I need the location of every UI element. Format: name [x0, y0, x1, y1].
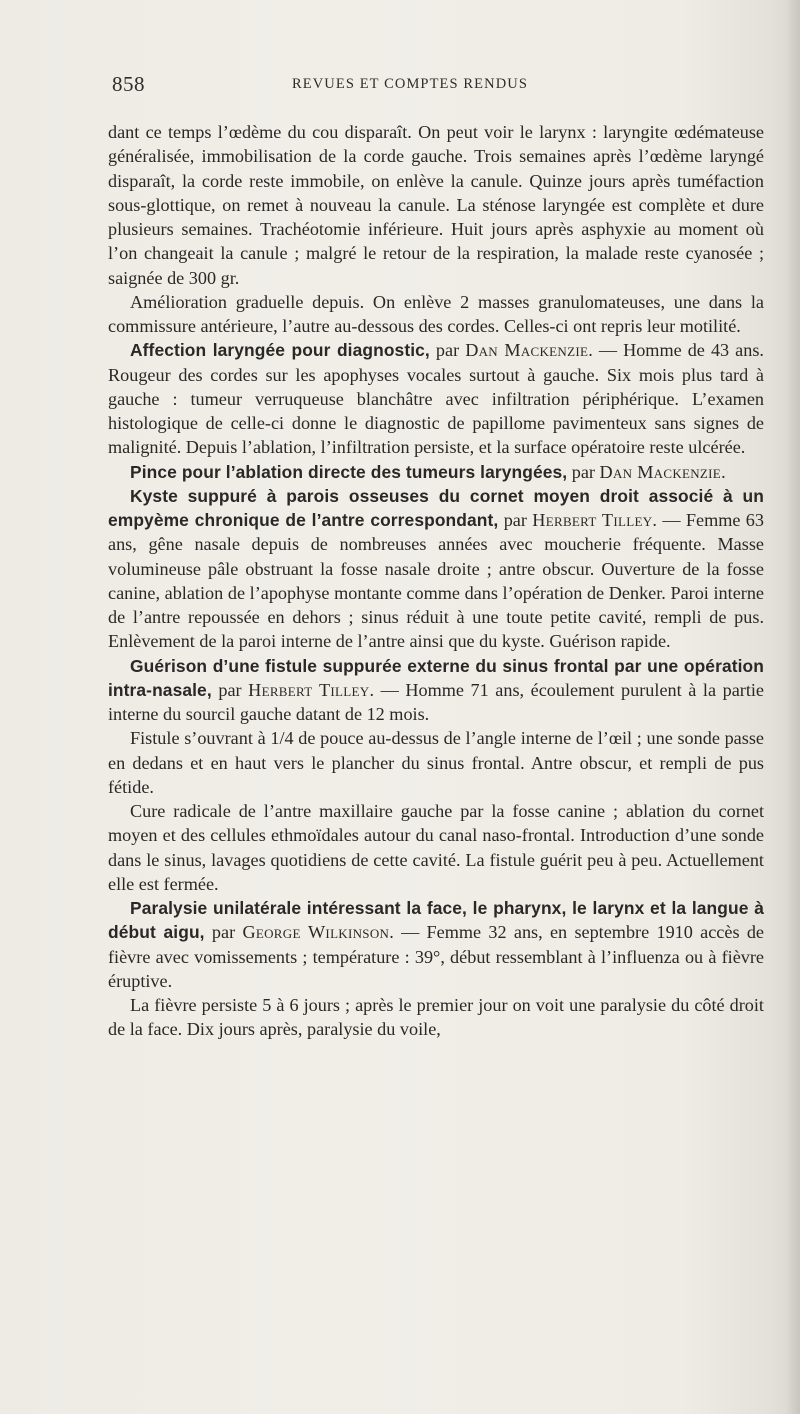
entry-by: par: [204, 922, 243, 943]
entry-forceps: [108, 460, 764, 484]
paragraph-continuation: dant ce temps l’œdème du cou disparaît. On peut voir le larynx : laryngite œdémateuse généralisée, immobilisation de la corde gauche. Trois semaines après l’œdème laryngé disparaît, la corde reste immobile, on enlève la canule. Quinze jours après tuméfaction sous-glottique, on remet à nouveau la canule. La sténose laryngée est complète et dure plusieurs semaines. Trachéotomie inférieure. Huit jours après asphyxie au moment où l’on changeait la canule ; malgré le retour de la respiration, la malade reste cyanosée ; saignée de 300 gr.: [108, 122, 764, 288]
entry-body: . — Femme 63 ans, gêne nasale depuis de nombreuses années avec moucherie fréquente. Masse volumineuse pâle obstruant la fosse nasale droite ; antre obscur. Ouverture de la fosse canine, ablation de l’apophyse montante comme dans l’opération de Denker. Paroi interne de l’antre repoussée en dehors ; sinus réduit à une toute petite cavité, rempli de pus. Enlèvement de la paroi interne de l’antre ainsi que du kyste. Guérison rapide.: [108, 510, 764, 652]
entry-title: Affection laryngée pour diagnostic,: [130, 340, 430, 361]
page-number: 858: [112, 72, 145, 96]
paragraph: Amélioration graduelle depuis. On enlève 2 masses granulomateuses, une dans la commissure antérieure, l’autre au-dessous des cordes. Celles-ci ont repris leur motilité.: [108, 291, 764, 336]
entry-author: Dan Mackenzie: [599, 461, 722, 482]
entry-by: par: [498, 510, 533, 530]
entry-fistula: [108, 654, 764, 727]
entry-title: Guérison d’une fistule suppurée externe du sinus frontal par une opération intra-nasale,: [108, 655, 764, 700]
paragraph: La fièvre persiste 5 à 6 jours ; après le premier jour on voit une paralysie du côté droit de la face. Dix jours après, paralysie du voile,: [108, 995, 764, 1040]
body-text: [108, 120, 764, 1042]
entry-body: . — Homme de 43 ans. Rougeur des cordes sur les apophyses vocales surtout à gauche. Six mois plus tard à gauche : tumeur verruqueuse blanchâtre avec infiltration périphérique. L’examen histologique de celle-ci donne le diagnostic de papillome pavimenteux sans signes de malignité. Depuis l’ablation, l’infiltration persiste, et la surface opératoire reste ulcérée.: [108, 340, 764, 458]
paragraph: Fistule s’ouvrant à 1/4 de pouce au-dessus de l’angle interne de l’œil ; une sonde passe en dedans et en haut vers le plancher du sinus frontal. Antre obscur, et rempli de pus fétide.: [108, 728, 764, 797]
page-edge-shadow: [786, 0, 800, 1414]
entry-by: par: [567, 461, 600, 482]
entry-title: Kyste suppuré à parois osseuses du cornet moyen droit associé à un empyème chronique de l’antre correspondant,: [108, 485, 764, 530]
running-head: REVUES ET COMPTES RENDUS: [292, 76, 529, 92]
entry-title: Pince pour l’ablation directe des tumeurs laryngées,: [130, 461, 568, 482]
entry-author: Herbert Tilley: [532, 510, 653, 530]
paragraph: Cure radicale de l’antre maxillaire gauche par la fosse canine ; ablation du cornet moyen et des cellules ethmoïdales autour du canal naso-frontal. Introduction d’une sonde dans le sinus, lavages quotidiens de cette cavité. La fistule guérit peu à peu. Actuellement elle est fermée.: [108, 801, 764, 894]
entry-body: . — Femme 32 ans, en septembre 1910 accès de fièvre avec vomissements ; température : 39°, début ressemblant à l’influenza ou à fièvre éruptive.: [108, 922, 764, 991]
entry-by: par: [211, 679, 249, 700]
entry-cyst: [108, 484, 764, 654]
entry-body: .: [721, 461, 726, 482]
entry-author: Dan Mackenzie: [465, 340, 589, 361]
entry-author: George Wilkinson: [242, 922, 390, 943]
entry-paralysis: [108, 896, 764, 993]
entry-by: par: [429, 340, 466, 361]
entry-laryngeal-affection: [108, 338, 764, 459]
entry-body: . — Homme 71 ans, écoulement purulent à la partie interne du sourcil gauche datant de 12 mois.: [108, 679, 764, 724]
page-header: [112, 72, 752, 100]
entry-title: Paralysie unilatérale intéressant la face, le pharynx, le larynx et la langue à début aigu,: [108, 898, 764, 943]
entry-author: Herbert Tilley: [248, 679, 370, 700]
